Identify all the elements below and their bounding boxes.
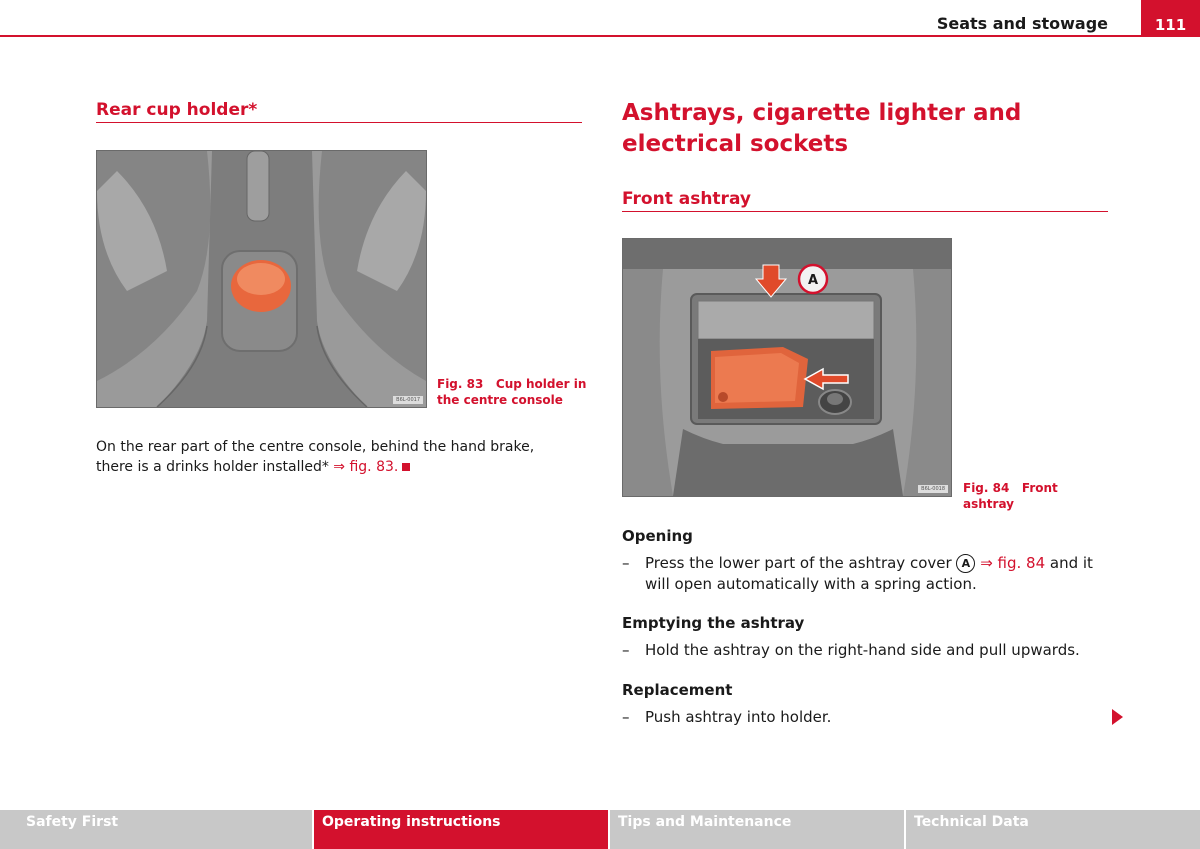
tab-tips-and-maintenance[interactable]: Tips and Maintenance (610, 810, 906, 849)
cover-marker-a: A (956, 554, 975, 573)
opening-heading: Opening (622, 527, 693, 545)
opening-dash: – (622, 554, 630, 572)
page-main-title: Ashtrays, cigarette lighter and electrical sockets (622, 100, 1022, 157)
figure-83-caption (437, 376, 587, 408)
section-end-mark (402, 463, 410, 471)
cup-holder-paragraph-text: On the rear part of the centre console, behind the hand brake, there is a drinks holder installed* (96, 439, 535, 475)
opening-step-text (645, 553, 1112, 595)
figure-84-marker-a: A (807, 273, 819, 288)
figure-84-caption (963, 480, 1103, 512)
replacement-dash: – (622, 708, 630, 726)
cup-holder-paragraph (96, 437, 566, 477)
opening-text-after: and it will open automatically with a spring action. (645, 554, 1093, 593)
next-page-arrow-icon[interactable] (1112, 709, 1123, 725)
rear-cup-holder-heading: Rear cup holder* (96, 100, 582, 123)
figure-84-ref-code: B6L-0018 (918, 485, 948, 493)
figure-84-front-ashtray (622, 238, 952, 497)
figure-83-caption-text: Cup holder in the centre console (437, 377, 587, 407)
opening-text-before: Press the lower part of the ashtray cover (645, 554, 957, 572)
replacement-step (622, 707, 1112, 728)
footer-nav (0, 810, 1200, 849)
front-ashtray-heading: Front ashtray (622, 189, 1108, 212)
replacement-step-text: Push ashtray into holder. (645, 708, 832, 726)
figure-83-caption-number: Fig. 83 (437, 377, 484, 391)
figure-84-caption-text: Front ashtray (963, 481, 1058, 511)
ashtray-illustration (623, 239, 951, 496)
figure-83-ref-code: B6L-0017 (393, 396, 423, 404)
emptying-heading: Emptying the ashtray (622, 614, 805, 632)
opening-step (622, 553, 1112, 595)
cup-holder-illustration (97, 151, 426, 407)
section-title: Seats and stowage (936, 14, 1108, 33)
fig-83-link[interactable]: ⇒ fig. 83. (333, 459, 399, 475)
emptying-step-text: Hold the ashtray on the right-hand side and pull upwards. (645, 641, 1080, 659)
fig-84-link[interactable]: ⇒ fig. 84 (975, 554, 1046, 572)
replacement-heading: Replacement (622, 681, 733, 699)
tab-operating-instructions[interactable]: Operating instructions (314, 810, 610, 849)
tab-safety-first[interactable]: Safety First (0, 810, 314, 849)
figure-83-cup-holder (96, 150, 427, 408)
emptying-step (622, 640, 1112, 661)
header-rule (0, 35, 1200, 37)
emptying-dash: – (622, 641, 630, 659)
page-number: 111 (1141, 0, 1200, 37)
tab-technical-data[interactable]: Technical Data (906, 810, 1200, 849)
figure-84-caption-number: Fig. 84 (963, 481, 1010, 495)
